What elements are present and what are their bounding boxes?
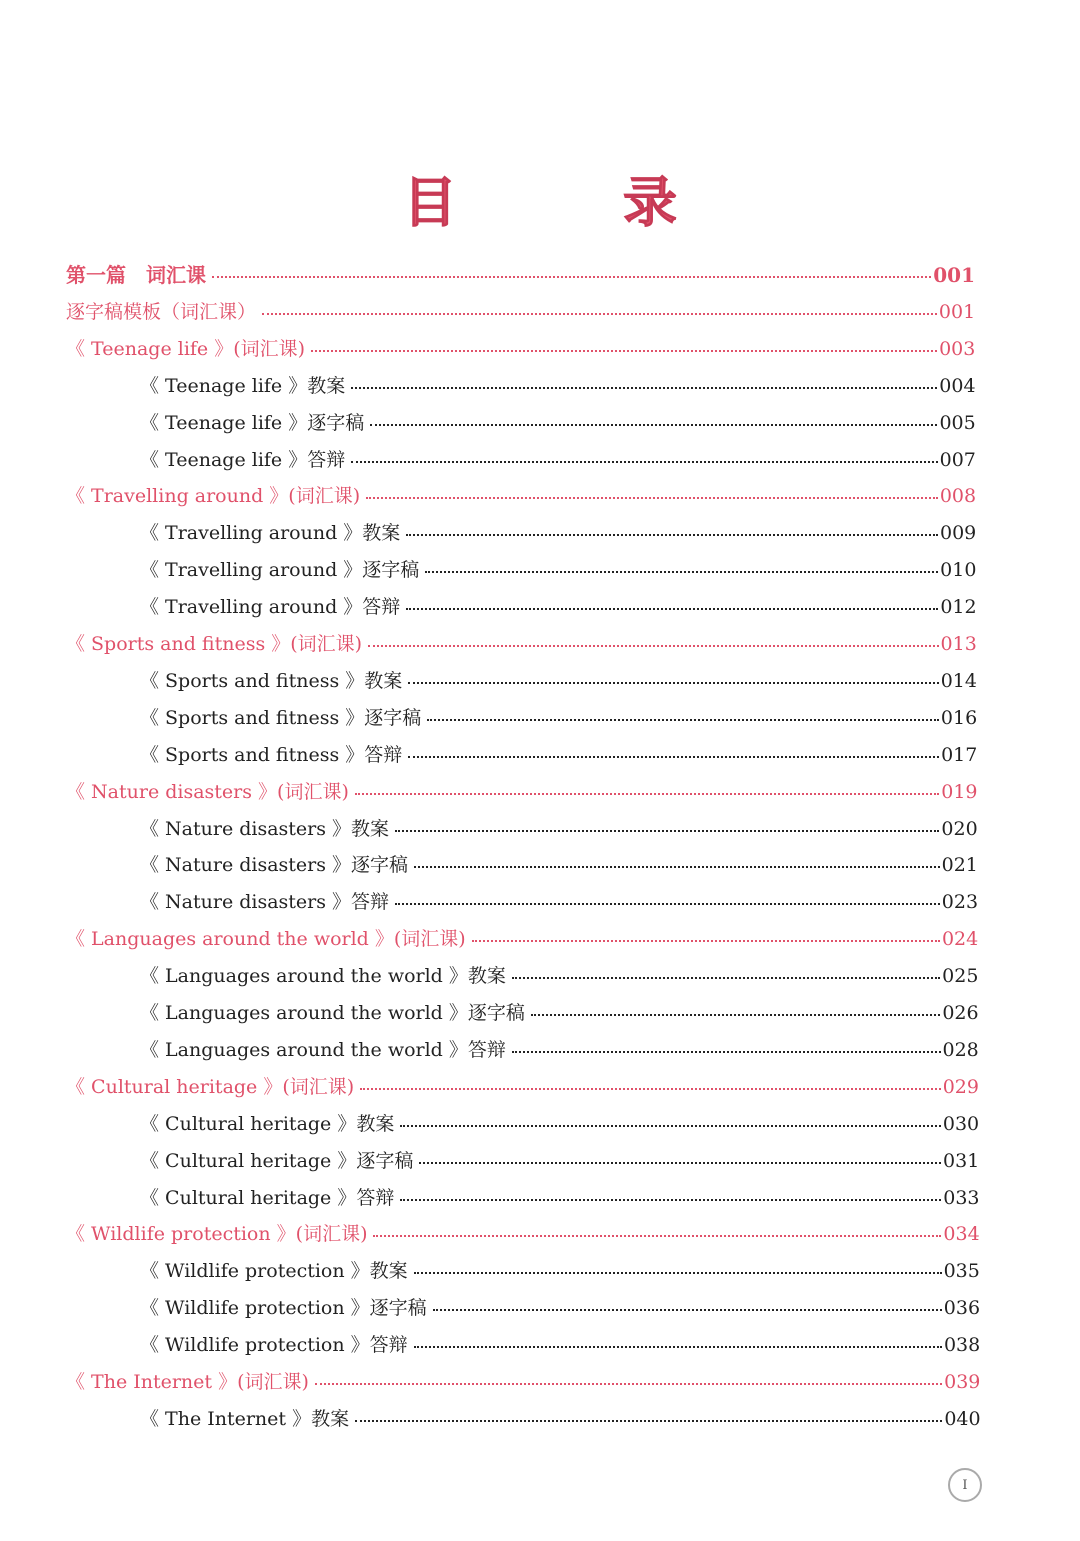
toc-entry-title: 《 Teenage life 》(词汇课) [66, 337, 306, 360]
toc-entry-page: 013 [940, 633, 977, 655]
toc-entry-title: 《 Nature disasters 》教案 [140, 817, 390, 840]
toc-entry-page: 030 [942, 1112, 980, 1135]
toc-entry[interactable] [140, 370, 976, 402]
toc-entry-title: 《 Sports and fitness 》教案 [140, 669, 403, 692]
toc-entry-title: 《 Cultural heritage 》教案 [140, 1112, 395, 1135]
toc-entry-title: 《 Cultural heritage 》(词汇课) [66, 1075, 355, 1098]
toc-entry-page: 010 [940, 559, 977, 582]
toc-entry-title: 《 Languages around the world 》逐字稿 [140, 1002, 525, 1024]
toc-entry-page: 035 [943, 1260, 980, 1283]
toc-entry-title: 《 Languages around the world 》答辩 [140, 1038, 506, 1061]
dot-leader [425, 571, 938, 573]
dot-leader [472, 940, 940, 942]
toc-entry-page: 023 [941, 891, 979, 914]
toc-entry[interactable] [140, 1145, 979, 1177]
dot-leader [400, 1199, 941, 1201]
toc-entry-page: 004 [939, 374, 976, 397]
dot-leader [355, 1420, 942, 1422]
toc-entry[interactable] [140, 960, 978, 992]
dot-leader [373, 1235, 941, 1237]
toc-entry[interactable] [140, 665, 977, 697]
toc-entry-page: 001 [933, 263, 975, 287]
toc-entry-title: 《 Nature disasters 》(词汇课) [66, 780, 349, 803]
toc-section-heading[interactable] [66, 1218, 980, 1250]
toc-entry-title: 《 Cultural heritage 》逐字稿 [140, 1149, 414, 1172]
toc-section-heading[interactable] [66, 776, 978, 808]
dot-leader [406, 534, 938, 536]
dot-leader [406, 608, 938, 610]
toc-entry-page: 031 [943, 1149, 980, 1172]
toc-entry-page: 005 [939, 411, 976, 434]
toc-entry-title: 《 Teenage life 》教案 [140, 374, 346, 397]
toc-entry-page: 039 [944, 1371, 981, 1393]
toc-entry-title: 《 Nature disasters 》答辩 [140, 891, 390, 914]
toc-entry-title: 逐字稿模板（词汇课） [66, 300, 257, 323]
toc-entry-page: 012 [940, 596, 977, 619]
toc-entry[interactable] [140, 1403, 981, 1435]
toc-entry-title: 《 Sports and fitness 》(词汇课) [66, 633, 363, 655]
toc-entry-title: 《 Travelling around 》(词汇课) [66, 485, 361, 508]
toc-section-heading[interactable] [66, 923, 978, 955]
toc-entry[interactable] [140, 739, 977, 771]
dot-leader [414, 1272, 942, 1274]
toc-entry[interactable] [140, 407, 976, 439]
toc-entry-title: 《 Sports and fitness 》逐字稿 [140, 706, 422, 729]
toc-entry-page: 029 [942, 1075, 979, 1098]
toc-entry-title: 《 Travelling around 》逐字稿 [140, 559, 420, 582]
toc-entry-page: 020 [941, 817, 978, 840]
toc-entry-title: 《 Wildlife protection 》逐字稿 [140, 1297, 427, 1320]
dot-leader [370, 424, 937, 426]
toc-entry-title: 《 The Internet 》(词汇课) [66, 1371, 309, 1393]
page-title: 目 录 [403, 171, 733, 234]
toc-entry-title: 《 Teenage life 》答辩 [140, 448, 346, 471]
toc-entry-title: 《 Teenage life 》逐字稿 [140, 411, 365, 434]
toc-entry-title: 《 Languages around the world 》教案 [140, 965, 506, 988]
toc-entry-page: 021 [941, 854, 978, 877]
toc-entry-title: 《 Cultural heritage 》答辩 [140, 1186, 395, 1209]
toc-entry-page: 024 [941, 928, 979, 951]
toc-entry-page: 014 [940, 669, 977, 692]
toc-entry-page: 025 [942, 965, 979, 988]
toc-entry-title: 《 Sports and fitness 》答辩 [140, 743, 403, 766]
toc-entry[interactable] [140, 554, 976, 586]
toc-entry[interactable] [140, 813, 978, 845]
dot-leader [368, 645, 938, 647]
toc-entry-page: 016 [940, 706, 978, 729]
toc-entry-title: 《 Wildlife protection 》教案 [140, 1260, 408, 1283]
dot-leader [366, 497, 938, 499]
dot-leader [395, 903, 940, 905]
toc-entry-page: 008 [939, 485, 977, 508]
dot-leader [355, 793, 939, 795]
toc-section-heading[interactable] [66, 628, 977, 660]
toc-entry-page: 028 [942, 1038, 979, 1061]
toc-entry[interactable] [140, 1255, 980, 1287]
toc-entry[interactable] [140, 1034, 979, 1066]
dot-leader [433, 1309, 942, 1311]
toc-entry-page: 001 [938, 300, 976, 323]
dot-leader [512, 977, 940, 979]
toc-entry[interactable] [140, 591, 977, 623]
toc-entry[interactable] [140, 444, 976, 476]
toc-entry-page: 019 [941, 780, 978, 803]
toc-entry-title: 《 Travelling around 》教案 [140, 522, 401, 545]
toc-section-heading[interactable] [66, 296, 975, 328]
dot-leader [360, 1088, 941, 1090]
page-number-badge: I [948, 1468, 982, 1502]
toc-entry-page: 009 [939, 522, 977, 545]
dot-leader [400, 1125, 941, 1127]
toc-entry-title: 《 Wildlife protection 》答辩 [140, 1334, 408, 1357]
toc-entry-title: 第一篇 词汇课 [66, 263, 206, 287]
toc-entry-title: 《 Nature disasters 》逐字稿 [140, 854, 409, 877]
toc-entry[interactable] [140, 702, 977, 734]
toc-entry-page: 003 [939, 337, 976, 360]
toc-entry[interactable] [140, 1182, 980, 1214]
dot-leader [311, 350, 937, 352]
dot-leader [414, 866, 940, 868]
toc-entry-page: 033 [943, 1186, 980, 1209]
toc-entry-page: 038 [943, 1334, 981, 1357]
toc-entry-title: 《 Wildlife protection 》(词汇课) [66, 1223, 368, 1246]
toc-entry-page: 036 [943, 1297, 981, 1320]
toc-entry[interactable] [140, 997, 979, 1029]
dot-leader [315, 1383, 942, 1385]
toc-entry-title: 《 Travelling around 》答辩 [140, 596, 401, 619]
dot-leader [414, 1346, 942, 1348]
toc-entry[interactable] [140, 1108, 979, 1140]
toc-entry-page: 026 [942, 1002, 979, 1024]
dot-leader [351, 461, 937, 463]
toc-entry-page: 040 [944, 1407, 981, 1430]
toc-part-heading[interactable] [66, 259, 975, 291]
dot-leader [395, 830, 939, 832]
dot-leader [351, 387, 937, 389]
dot-leader [419, 1162, 941, 1164]
dot-leader [262, 313, 937, 315]
dot-leader [512, 1051, 941, 1053]
toc-entry[interactable] [140, 517, 976, 549]
dot-leader [427, 719, 939, 721]
toc-entry[interactable] [140, 1329, 980, 1361]
dot-leader [531, 1014, 940, 1016]
dot-leader [408, 756, 939, 758]
toc-entry-title: 《 The Internet 》教案 [140, 1407, 350, 1430]
toc-entry[interactable] [140, 849, 978, 881]
dot-leader [408, 682, 938, 684]
toc-section-heading[interactable] [66, 1366, 980, 1398]
toc-section-heading[interactable] [66, 480, 976, 512]
toc-entry-title: 《 Languages around the world 》(词汇课) [66, 928, 466, 951]
toc-entry-page: 017 [941, 743, 978, 766]
toc-entry[interactable] [140, 886, 978, 918]
toc-entry-page: 034 [943, 1223, 980, 1246]
toc-entry-page: 007 [939, 448, 976, 471]
toc-section-heading[interactable] [66, 1071, 979, 1103]
toc-entry[interactable] [140, 1292, 980, 1324]
toc-section-heading[interactable] [66, 333, 975, 365]
dot-leader [212, 276, 931, 278]
